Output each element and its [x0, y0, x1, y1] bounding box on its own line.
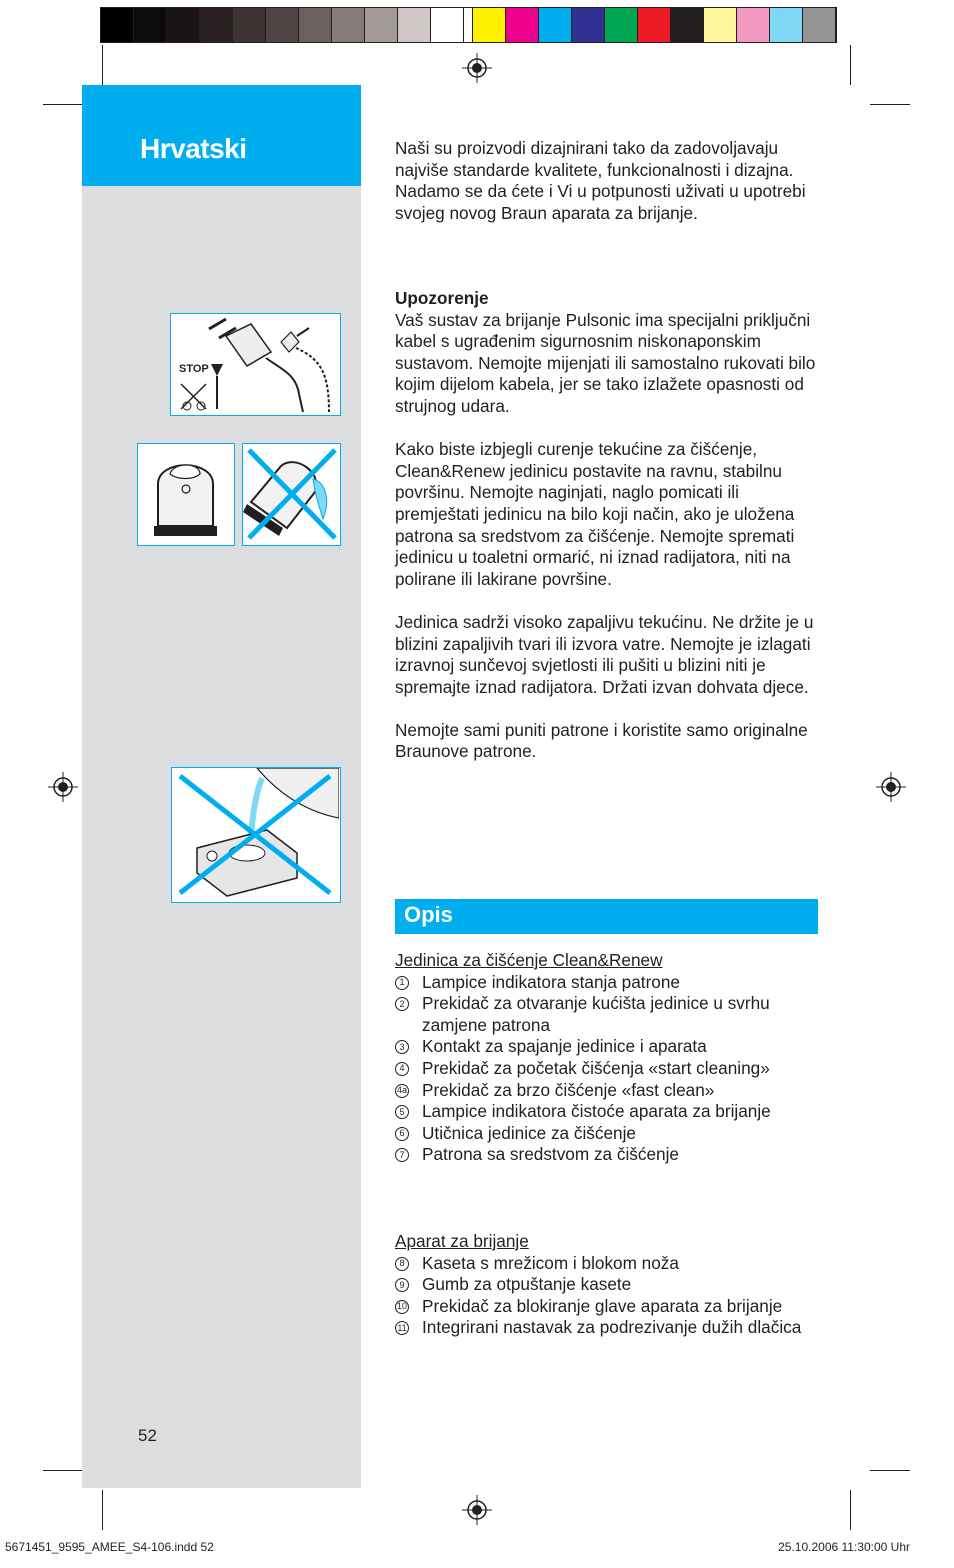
footer-file-info: 5671451_9595_AMEE_S4-106.indd 52: [5, 1540, 214, 1554]
item-text: Gumb za otpuštanje kasete: [422, 1274, 632, 1295]
warning-paragraph-2: Kako biste izbjegli curenje tekućine za čišćenje, Clean&Renew jedinicu postavite na ravnu, stabilnu površinu. Nemojte naginjati, naglo pomicati ili premještati jedinicu na bilo koji način, ako je uložena patrona sa sredstvom za čišćenje. Nemojte spremati jedinicu u toaletni ormarić, ni iznad radijatora, niti na polirane ili lakirane površine.: [395, 439, 795, 589]
item-text: Kaseta s mrežicom i blokom noža: [422, 1252, 679, 1273]
list-item: [395, 1123, 825, 1145]
warning-paragraph-3: Jedinica sadrži visoko zapaljivu tekućinu. Ne držite je u blizini zapaljivih tvari ili izvora vatre. Nemojte je izlagati izravnoj sunčevoj svjetlosti ili pušiti u blizini niti je spremajte iznad radijatora. Držati izvan dohvata djece.: [395, 611, 814, 697]
item-number: 4a: [395, 1084, 409, 1098]
item-number-badge: [395, 1253, 422, 1275]
item-text: Integrirani nastavak za podrezivanje dužih dlačica: [422, 1317, 802, 1338]
item-text: Utičnica jedinice za čišćenje: [422, 1122, 636, 1143]
registration-mark-icon: [462, 1495, 492, 1525]
color-calibration-bar: [100, 7, 837, 43]
color-swatch: [506, 8, 539, 42]
warning-section: [395, 288, 820, 763]
list-item: [395, 972, 825, 994]
registration-mark-icon: [462, 53, 492, 83]
item-number-badge: [395, 993, 422, 1036]
crop-mark: [850, 45, 851, 85]
color-swatch: [539, 8, 572, 42]
crop-mark: [102, 1490, 103, 1530]
item-number-badge: [395, 1144, 422, 1166]
list-item: [395, 1144, 825, 1166]
color-swatch: [671, 8, 704, 42]
color-swatch: [572, 8, 605, 42]
section-header-bar: [395, 899, 818, 934]
list-item: [395, 1274, 825, 1296]
item-text: Patrona sa sredstvom za čišćenje: [422, 1144, 679, 1165]
item-number-badge: [395, 1080, 422, 1102]
list-heading: Jedinica za čišćenje Clean&Renew: [395, 950, 663, 970]
warning-paragraph-4: Nemojte sami puniti patrone i koristite samo originalne Braunove patrone.: [395, 719, 808, 762]
footer-timestamp: 25.10.2006 11:30:00 Uhr: [778, 1540, 910, 1554]
color-swatch: [233, 8, 266, 42]
color-swatch: [134, 8, 167, 42]
list-item: [395, 1101, 825, 1123]
crop-mark: [870, 1470, 910, 1471]
intro-text: Naši su proizvodi dizajnirani tako da zadovoljavaju najviše standarde kvalitete, funkcionalnosti i dizajna. Nadamo se da ćete i Vi u potpunosti uživati u upotrebi svojeg novog Braun aparata za brijanje.: [395, 138, 806, 223]
list-item: [395, 1058, 825, 1080]
intro-paragraph: [395, 138, 820, 224]
crop-mark: [870, 104, 910, 105]
color-swatch: [737, 8, 770, 42]
list-item: [395, 993, 825, 1036]
item-number: 11: [395, 1321, 409, 1335]
item-number: 8: [395, 1257, 409, 1271]
item-number: 3: [395, 1040, 409, 1054]
item-text: Lampice indikatora stanja patrone: [422, 971, 680, 992]
item-number-badge: [395, 1036, 422, 1058]
list-item: [395, 1080, 825, 1102]
item-number-badge: [395, 1317, 422, 1339]
item-number: 9: [395, 1278, 409, 1292]
item-number-badge: [395, 1274, 422, 1296]
list-item: [395, 1253, 825, 1275]
figure-refill-crossed: [171, 767, 341, 903]
item-text: Prekidač za brzo čišćenje «fast clean»: [422, 1079, 715, 1100]
swatch-gap: [464, 8, 473, 42]
item-number: 10: [395, 1300, 409, 1314]
warning-paragraph-1: Vaš sustav za brijanje Pulsonic ima specijalni priključni kabel s ugrađenim sigurnosnim niskonaponskim sustavom. Nemojte mijenjati ili samostalno rukovati bilo kojim dijelom kabela, jer se tako izlažete opasnosti od strujnog udara.: [395, 309, 816, 416]
item-number-badge: [395, 972, 422, 994]
crop-mark: [102, 45, 103, 85]
list-heading: Aparat za brijanje: [395, 1231, 529, 1251]
figure-unit-upright: [137, 443, 235, 546]
color-swatch: [803, 8, 836, 42]
item-number-badge: [395, 1296, 422, 1318]
crop-mark: [43, 104, 83, 105]
item-number-badge: [395, 1101, 422, 1123]
item-number: 5: [395, 1105, 409, 1119]
figure-unit-tilted-crossed: [242, 443, 341, 546]
registration-mark-icon: [48, 772, 78, 802]
color-swatch: [167, 8, 200, 42]
item-text: Prekidač za blokiranje glave aparata za brijanje: [422, 1295, 783, 1316]
section-title: Opis: [404, 902, 453, 927]
item-text: Kontakt za spajanje jedinice i aparata: [422, 1036, 707, 1057]
item-text: Prekidač za početak čišćenja «start cleaning»: [422, 1057, 770, 1078]
color-swatch: [398, 8, 431, 42]
color-swatch: [266, 8, 299, 42]
crop-mark: [850, 1490, 851, 1530]
color-swatch: [770, 8, 803, 42]
list-item: [395, 1036, 825, 1058]
registration-mark-icon: [876, 772, 906, 802]
item-number-badge: [395, 1123, 422, 1145]
color-swatch: [200, 8, 233, 42]
warning-heading: Upozorenje: [395, 288, 489, 308]
color-swatch: [605, 8, 638, 42]
color-swatch: [638, 8, 671, 42]
item-number: 7: [395, 1148, 409, 1162]
item-text: Prekidač za otvaranje kućišta jedinice u svrhu zamjene patrona: [422, 993, 770, 1035]
page-title: Hrvatski: [140, 133, 247, 164]
figure-cable-warning: [170, 313, 341, 416]
item-number: 4: [395, 1062, 409, 1076]
color-swatch: [431, 8, 464, 42]
color-swatch: [101, 8, 134, 42]
color-swatch: [704, 8, 737, 42]
color-swatch: [332, 8, 365, 42]
item-text: Lampice indikatora čistoće aparata za brijanje: [422, 1101, 771, 1122]
crop-mark: [43, 1470, 83, 1471]
item-number: 6: [395, 1127, 409, 1141]
item-number-badge: [395, 1058, 422, 1080]
item-number: 2: [395, 997, 409, 1011]
parts-list-cleaning-unit: [395, 950, 825, 1166]
item-number: 1: [395, 976, 409, 990]
color-swatch: [473, 8, 506, 42]
color-swatch: [299, 8, 332, 42]
stop-label: STOP: [179, 363, 209, 375]
page-number: 52: [138, 1426, 157, 1445]
parts-list-shaver: [395, 1231, 825, 1339]
list-item: [395, 1317, 825, 1339]
color-swatch: [365, 8, 398, 42]
list-item: [395, 1296, 825, 1318]
